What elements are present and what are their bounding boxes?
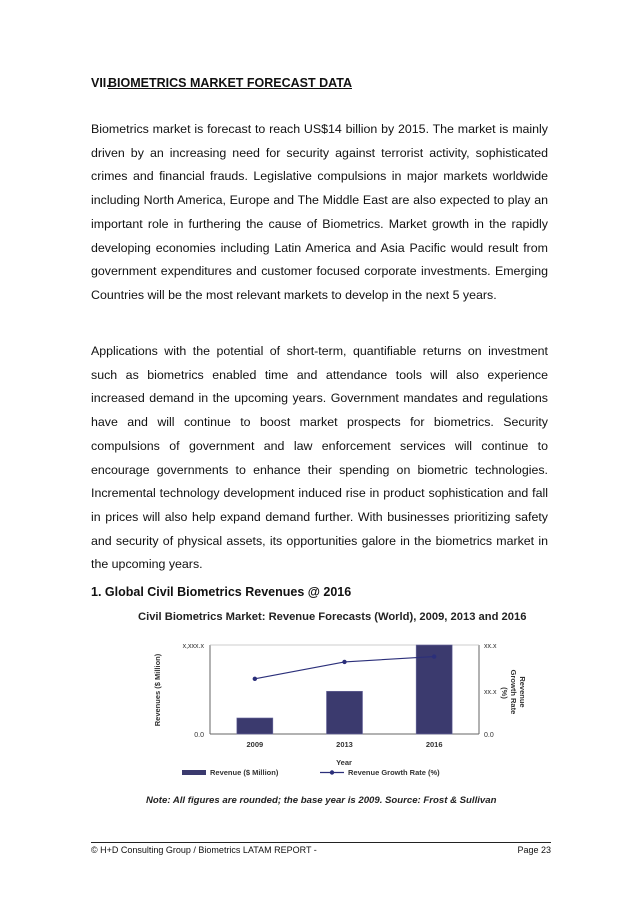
growth-rate-point-2009 — [253, 677, 257, 681]
chart-legend — [182, 768, 440, 777]
y-axis-label-right: Revenue Growth Rate (%) — [500, 669, 527, 715]
right-tick-top: xx.x — [484, 643, 497, 650]
paragraph-applications: Applications with the potential of short-term, quantifiable returns on investment such as biometrics enabled time and attendance tools will also experience increased demand in the upcoming years. Government mandates and regulations have and will continue to boost market prospects for biometrics. Security compulsions of government and law enforcement services will continue to encourage governments to enhance their spending on biometric technologies. Incremental technology development induced rise in product sophistication and fall in prices will also help expand demand further. With businesses prioritizing safety and security of physical assets, its opportunities galore in the biometrics market in the upcoming years. — [91, 344, 548, 572]
chart-note: Note: All figures are rounded; the base year is 2009. Source: Frost & Sullivan — [146, 795, 497, 806]
left-tick-top: x,xxx.x — [182, 643, 204, 650]
revenue-chart — [138, 607, 568, 812]
legend-label-revenue: Revenue ($ Million) — [210, 768, 279, 777]
revenue-bar-2013 — [327, 691, 363, 734]
section-title: BIOMETRICS MARKET FORECAST DATA — [108, 76, 352, 90]
x-tick-label-2013: 2013 — [336, 740, 353, 749]
revenue-bar-2009 — [237, 718, 273, 734]
section-number: VII. — [91, 76, 110, 90]
right-tick-mid: xx.x — [484, 689, 497, 696]
left-tick-bottom: 0.0 — [194, 732, 204, 739]
legend-swatch-revenue — [182, 770, 206, 775]
y-axis-label-left: Revenues ($ Million) — [153, 653, 162, 727]
x-tick-label-2016: 2016 — [425, 740, 443, 749]
page-number: Page 23 — [517, 845, 551, 855]
footer-text: © H+D Consulting Group / Biometrics LATAM REPORT - — [91, 845, 317, 855]
legend-swatch-growth-marker — [330, 770, 334, 774]
footer-rule — [91, 842, 551, 843]
growth-rate-point-2013 — [342, 660, 346, 664]
subsection-title: 1. Global Civil Biometrics Revenues @ 2016 — [91, 585, 352, 599]
paragraph-market-forecast: Biometrics market is forecast to reach US$14 billion by 2015. The market is mainly driven by an increasing need for security against terrorist activity, sophisticated crimes and financial frauds. Legislative compulsions in major markets worldwide including North America, Europe and The Middle East are also expected to play an important role in furthering the cause of Biometrics. Market growth in the rapidly developing economies including Latin America and Asia Pacific would result from government expenditures and customer focused corporate investments. Emerging Countries will be the most relevant markets to develop in the next 5 years. — [91, 122, 548, 302]
chart-title: Civil Biometrics Market: Revenue Forecasts (World), 2009, 2013 and 2016 — [138, 611, 527, 623]
x-axis-title: Year — [336, 758, 352, 767]
legend-label-growth: Revenue Growth Rate (%) — [348, 768, 440, 777]
right-tick-bottom: 0.0 — [484, 732, 494, 739]
growth-rate-point-2016 — [432, 654, 436, 658]
x-tick-label-2009: 2009 — [246, 740, 264, 749]
